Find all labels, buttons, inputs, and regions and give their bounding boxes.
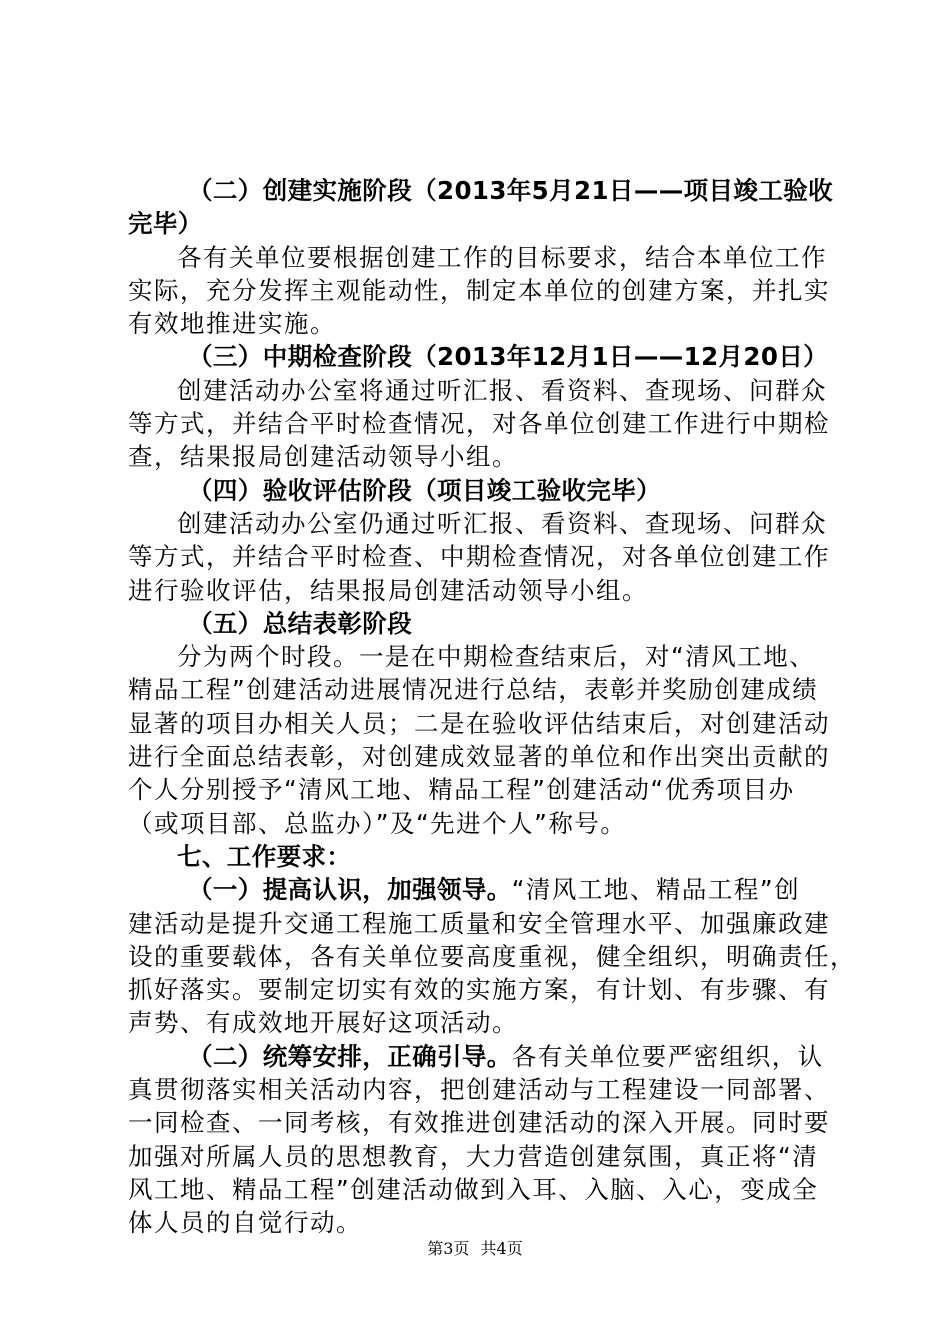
paragraph-lead-bold: （一）提高认识，加强领导。 (188, 875, 512, 905)
section-heading-acceptance: （四）验收评估阶段（项目竣工验收完毕） (188, 475, 662, 505)
section-heading-summary: （五）总结表彰阶段 (188, 608, 413, 638)
section-heading-midterm: （三）中期检查阶段（2013年12月1日——12月20日） (188, 342, 829, 372)
paragraph-line: （或项目部、总监办）”及“先进个人”称号。 (128, 808, 627, 838)
paragraph-line: 一同检查、一同考核，有效推进创建活动的深入开展。同时要 (128, 1108, 830, 1138)
paragraph-line: 进行全面总结表彰，对创建成效显著的单位和作出突出贡献的 (128, 742, 830, 772)
paragraph-line: 加强对所属人员的思想教育，大力营造创建氛围，真正将“清 (128, 1141, 819, 1171)
paragraph-line: 有效地推进实施。 (128, 309, 336, 339)
paragraph-line: 真贯彻落实相关活动内容，把创建活动与工程建设一同部署、 (128, 1075, 830, 1105)
paragraph-line: 风工地、精品工程”创建活动做到入耳、入脑、入心，变成全 (128, 1174, 819, 1204)
paragraph-line: 创建活动办公室将通过听汇报、看资料、查现场、问群众 (177, 375, 827, 405)
paragraph-lead-line (128, 1040, 832, 1073)
page-number: 第3页 (427, 1239, 470, 1258)
paragraph-line: 显著的项目办相关人员；二是在验收评估结束后，对创建活动 (128, 708, 830, 738)
section-heading-requirements: 七、工作要求： (177, 841, 352, 871)
section-heading-implementation: （二）创建实施阶段（2013年5月21日——项目竣工验收 (188, 176, 834, 205)
paragraph-line: 体人员的自觉行动。 (128, 1208, 362, 1238)
paragraph-lead-rest: “清风工地、精品工程”创 (511, 875, 801, 905)
paragraph-line: 等方式，并结合平时检查情况，对各单位创建工作进行中期检 (128, 409, 830, 439)
paragraph-line: 等方式，并结合平时检查、中期检查情况，对各单位创建工作 (128, 542, 830, 572)
page-total: 共4页 (480, 1239, 523, 1258)
document-body (128, 174, 856, 1240)
paragraph-line: 进行验收评估，结果报局创建活动领导小组。 (128, 575, 648, 605)
paragraph-line: 精品工程”创建活动进展情况进行总结，表彰并奖励创建成绩 (128, 675, 819, 705)
section-heading-implementation-cont: 完毕） (128, 209, 203, 239)
paragraph-line: 查，结果报局创建活动领导小组。 (128, 442, 518, 472)
paragraph-lead-line (128, 873, 832, 906)
paragraph-line: 各有关单位要根据创建工作的目标要求，结合本单位工作 (177, 242, 827, 272)
paragraph-lead-rest: 各有关单位要严密组织，认 (511, 1041, 824, 1071)
paragraph-lead-bold: （二）统筹安排，正确引导。 (188, 1041, 512, 1071)
paragraph-line: 声势、有成效地开展好这项活动。 (128, 1008, 518, 1038)
page-footer (0, 1238, 950, 1260)
paragraph-line: 抓好落实。要制定切实有效的实施方案，有计划、有步骤、有 (128, 975, 830, 1005)
paragraph-line: 分为两个时段。一是在中期检查结束后，对“清风工地、 (177, 642, 816, 672)
paragraph-line: 个人分别授予“清风工地、精品工程”创建活动“优秀项目办 (128, 775, 795, 805)
paragraph-line: 实际，充分发挥主观能动性，制定本单位的创建方案，并扎实 (128, 275, 830, 305)
paragraph-line: 创建活动办公室仍通过听汇报、看资料、查现场、问群众 (177, 508, 827, 538)
paragraph-line: 设的重要载体，各有关单位要高度重视，健全组织，明确责任， (128, 941, 856, 971)
paragraph-line: 建活动是提升交通工程施工质量和安全管理水平、加强廉政建 (128, 908, 830, 938)
